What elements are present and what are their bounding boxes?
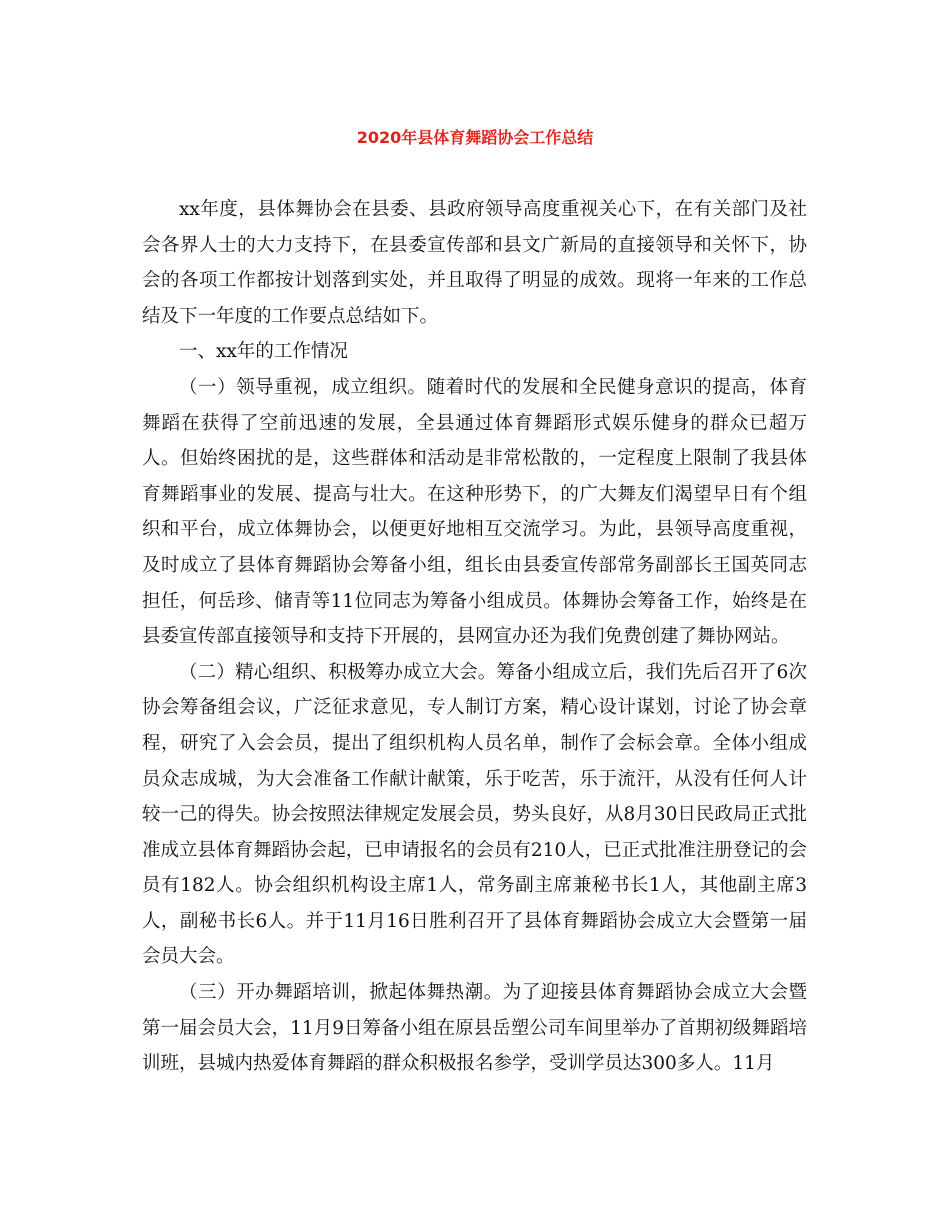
- section-heading-work-status: 一、xx年的工作情况: [179, 341, 348, 363]
- document-body: [142, 192, 807, 1082]
- paragraph-founding-conference: （二）精心组织、积极筹办成立大会。筹备小组成立后，我们先后召开了6次协会筹备组会议，广泛征求意见，专人制订方案，精心设计谋划，讨论了协会章程，研究了入会会员，提出了组织机构人员名单，制作了会标会章。全体小组成员众志成城，为大会准备工作献计献策，乐于吃苦，乐于流汗，从没有任何人计较一己的得失。协会按照法律规定发展会员，势头良好，从8月30日民政局正式批准成立县体育舞蹈协会起，已申请报名的会员有210人，已正式批准注册登记的会员有182人。协会组织机构设主席1人，常务副主席兼秘书长1人，其他副主席3人，副秘书长6人。并于11月16日胜利召开了县体育舞蹈协会成立大会暨第一届会员大会。: [142, 661, 807, 968]
- paragraph-dance-training: （三）开办舞蹈培训，掀起体舞热潮。为了迎接县体育舞蹈协会成立大会暨第一届会员大会，11月9日筹备小组在原县岳塑公司车间里举办了首期初级舞蹈培训班，县城内热爱体育舞蹈的群众积极报名参学，受训学员达300多人。11月: [142, 982, 807, 1075]
- document-title: 2020年县体育舞蹈协会工作总结: [356, 128, 594, 147]
- paragraph-leadership: （一）领导重视，成立组织。随着时代的发展和全民健身意识的提高，体育舞蹈在获得了空前迅速的发展，全县通过体育舞蹈形式娱乐健身的群众已超万人。但始终困扰的是，这些群体和活动是非常松散的，一定程度上限制了我县体育舞蹈事业的发展、提高与壮大。在这种形势下，的广大舞友们渴望早日有个组织和平台，成立体舞协会，以便更好地相互交流学习。为此，县领导高度重视，及时成立了县体育舞蹈协会筹备小组，组长由县委宣传部常务副部长王国英同志担任，何岳珍、储青等11位同志为筹备小组成员。体舞协会筹备工作，始终是在县委宣传部直接领导和支持下开展的，县网宣办还为我们免费创建了舞协网站。: [142, 376, 807, 648]
- paragraph-intro: xx年度，县体舞协会在县委、县政府领导高度重视关心下，在有关部门及社会各界人士的大力支持下，在县委宣传部和县文广新局的直接领导和关怀下，协会的各项工作都按计划落到实处，并且取得了明显的成效。现将一年来的工作总结及下一年度的工作要点总结如下。: [142, 199, 807, 327]
